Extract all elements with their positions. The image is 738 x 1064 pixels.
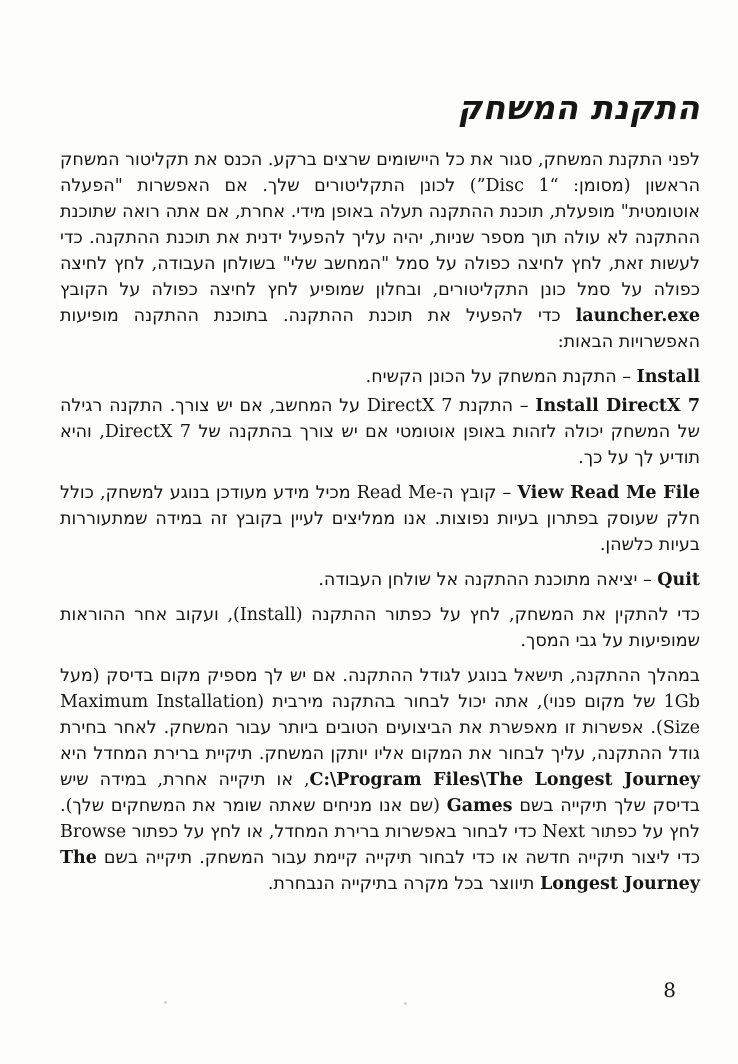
scan-speck <box>164 1001 167 1004</box>
text-run: במהלך ההתקנה, תישאל בנוגע לגודל ההתקנה. אם יש לך מספיק מקום בדיסק (מעל 1Gb של מקום פנוי), אתה יכול לבחור בהתקנה מירבית (Maximum Installation Size). אפשרות זו מאפשרת את הביצועים הטובים ביותר עבור המשחק. לאחר בחירת גודל ההתקנה, עליך לבחור את המקום אליו יותקן המשחק. תיקיית ברירת המחדל היא <box>60 666 700 764</box>
bold-run: launcher.exe <box>575 306 700 326</box>
text-run: כדי להתקין את המשחק, לחץ על כפתור ההתקנה (Install), ועקוב אחר ההוראות שמופיעות על גבי המסך. <box>60 605 701 651</box>
bold-run: View Read Me File <box>517 483 701 503</box>
intro-paragraph <box>60 147 700 355</box>
bold-run: Install DirectX 7 <box>535 396 701 416</box>
text-run: (שם אנו מניחים שאתה שומר את המשחקים שלך). לחץ על כפתור Next כדי לבחור באפשרות ברירת המחדל, או לחץ על כפתור Browse כדי ליצור תיקייה חדשה או כדי לבחור תיקייה קיימת עבור המשחק. תיקייה בשם <box>60 796 700 868</box>
text-run: – התקנת DirectX 7 על המחשב, אם יש צורך. התקנה רגילה של המשחק יכולה לזהות באופן אוטומטי אם יש צורך בהתקנה של DirectX 7, והיא תודיע לך על כך. <box>60 396 700 468</box>
page-number: 8 <box>663 978 676 1002</box>
document-text-column <box>60 88 700 897</box>
bold-run: Install <box>636 367 700 387</box>
bold-run: The Longest Journey <box>60 848 700 894</box>
bold-run: Games <box>446 796 513 816</box>
document-body <box>60 147 700 897</box>
page-title: התקנת המשחק <box>457 88 700 127</box>
text-run: לפני התקנת המשחק, סגור את כל היישומים שרצים ברקע. הכנס את תקליטור המשחק הראשון (מסומן: “Disc 1”) לכונן התקליטורים שלך. אם האפשרות "הפעלה אוטומטית" מופעלת, תוכנת ההתקנה תעלה באופן מידי. אחרת, אם אתה רואה שתוכנת ההתקנה לא עולה תוך מספר שניות, יהיה עליך להפעיל ידנית את תוכנת ההתקנה. כדי לעשות זאת, לחץ לחיצה כפולה על סמל "המחשב שלי" בשולחן העבודה, לחץ לחיצה כפולה על סמל כונן התקליטורים, ובחלון שמופיע לחץ לחיצה כפולה על הקובץ <box>60 150 701 300</box>
text-run: תיווצר בכל מקרה בתיקייה הנבחרת. <box>267 874 540 894</box>
install-instructions-paragraph <box>60 602 700 654</box>
text-run: – יציאה מתוכנת ההתקנה אל שולחן העבודה. <box>318 570 658 590</box>
text-run: – התקנת המשחק על הכונן הקשיח. <box>365 367 637 387</box>
menu-item-install-directx <box>60 393 700 471</box>
text-run: , או תיקייה אחרת, במידה שיש בדיסק שלך תיקייה בשם <box>60 770 701 816</box>
scan-speck <box>404 1002 407 1005</box>
bold-run: Quit <box>657 570 700 590</box>
menu-item-view-readme <box>60 480 700 558</box>
text-run: – קובץ ה-Read Me מכיל מידע מעודכן בנוגע למשחק, כולל חלק שעוסק בפתרון בעיות נפוצות. אנו ממליצים לעיין בקובץ זה במידה שמתעוררות בעיות כלשהן. <box>60 483 700 555</box>
installation-size-paragraph <box>60 663 700 897</box>
text-run: כדי להפעיל את תוכנת ההתקנה. בתוכנת ההתקנה מופיעות האפשרויות הבאות: <box>60 306 700 352</box>
menu-item-quit <box>60 567 700 593</box>
bold-run: C:\Program Files\The Longest Journey <box>309 770 701 790</box>
menu-item-install <box>60 364 700 390</box>
